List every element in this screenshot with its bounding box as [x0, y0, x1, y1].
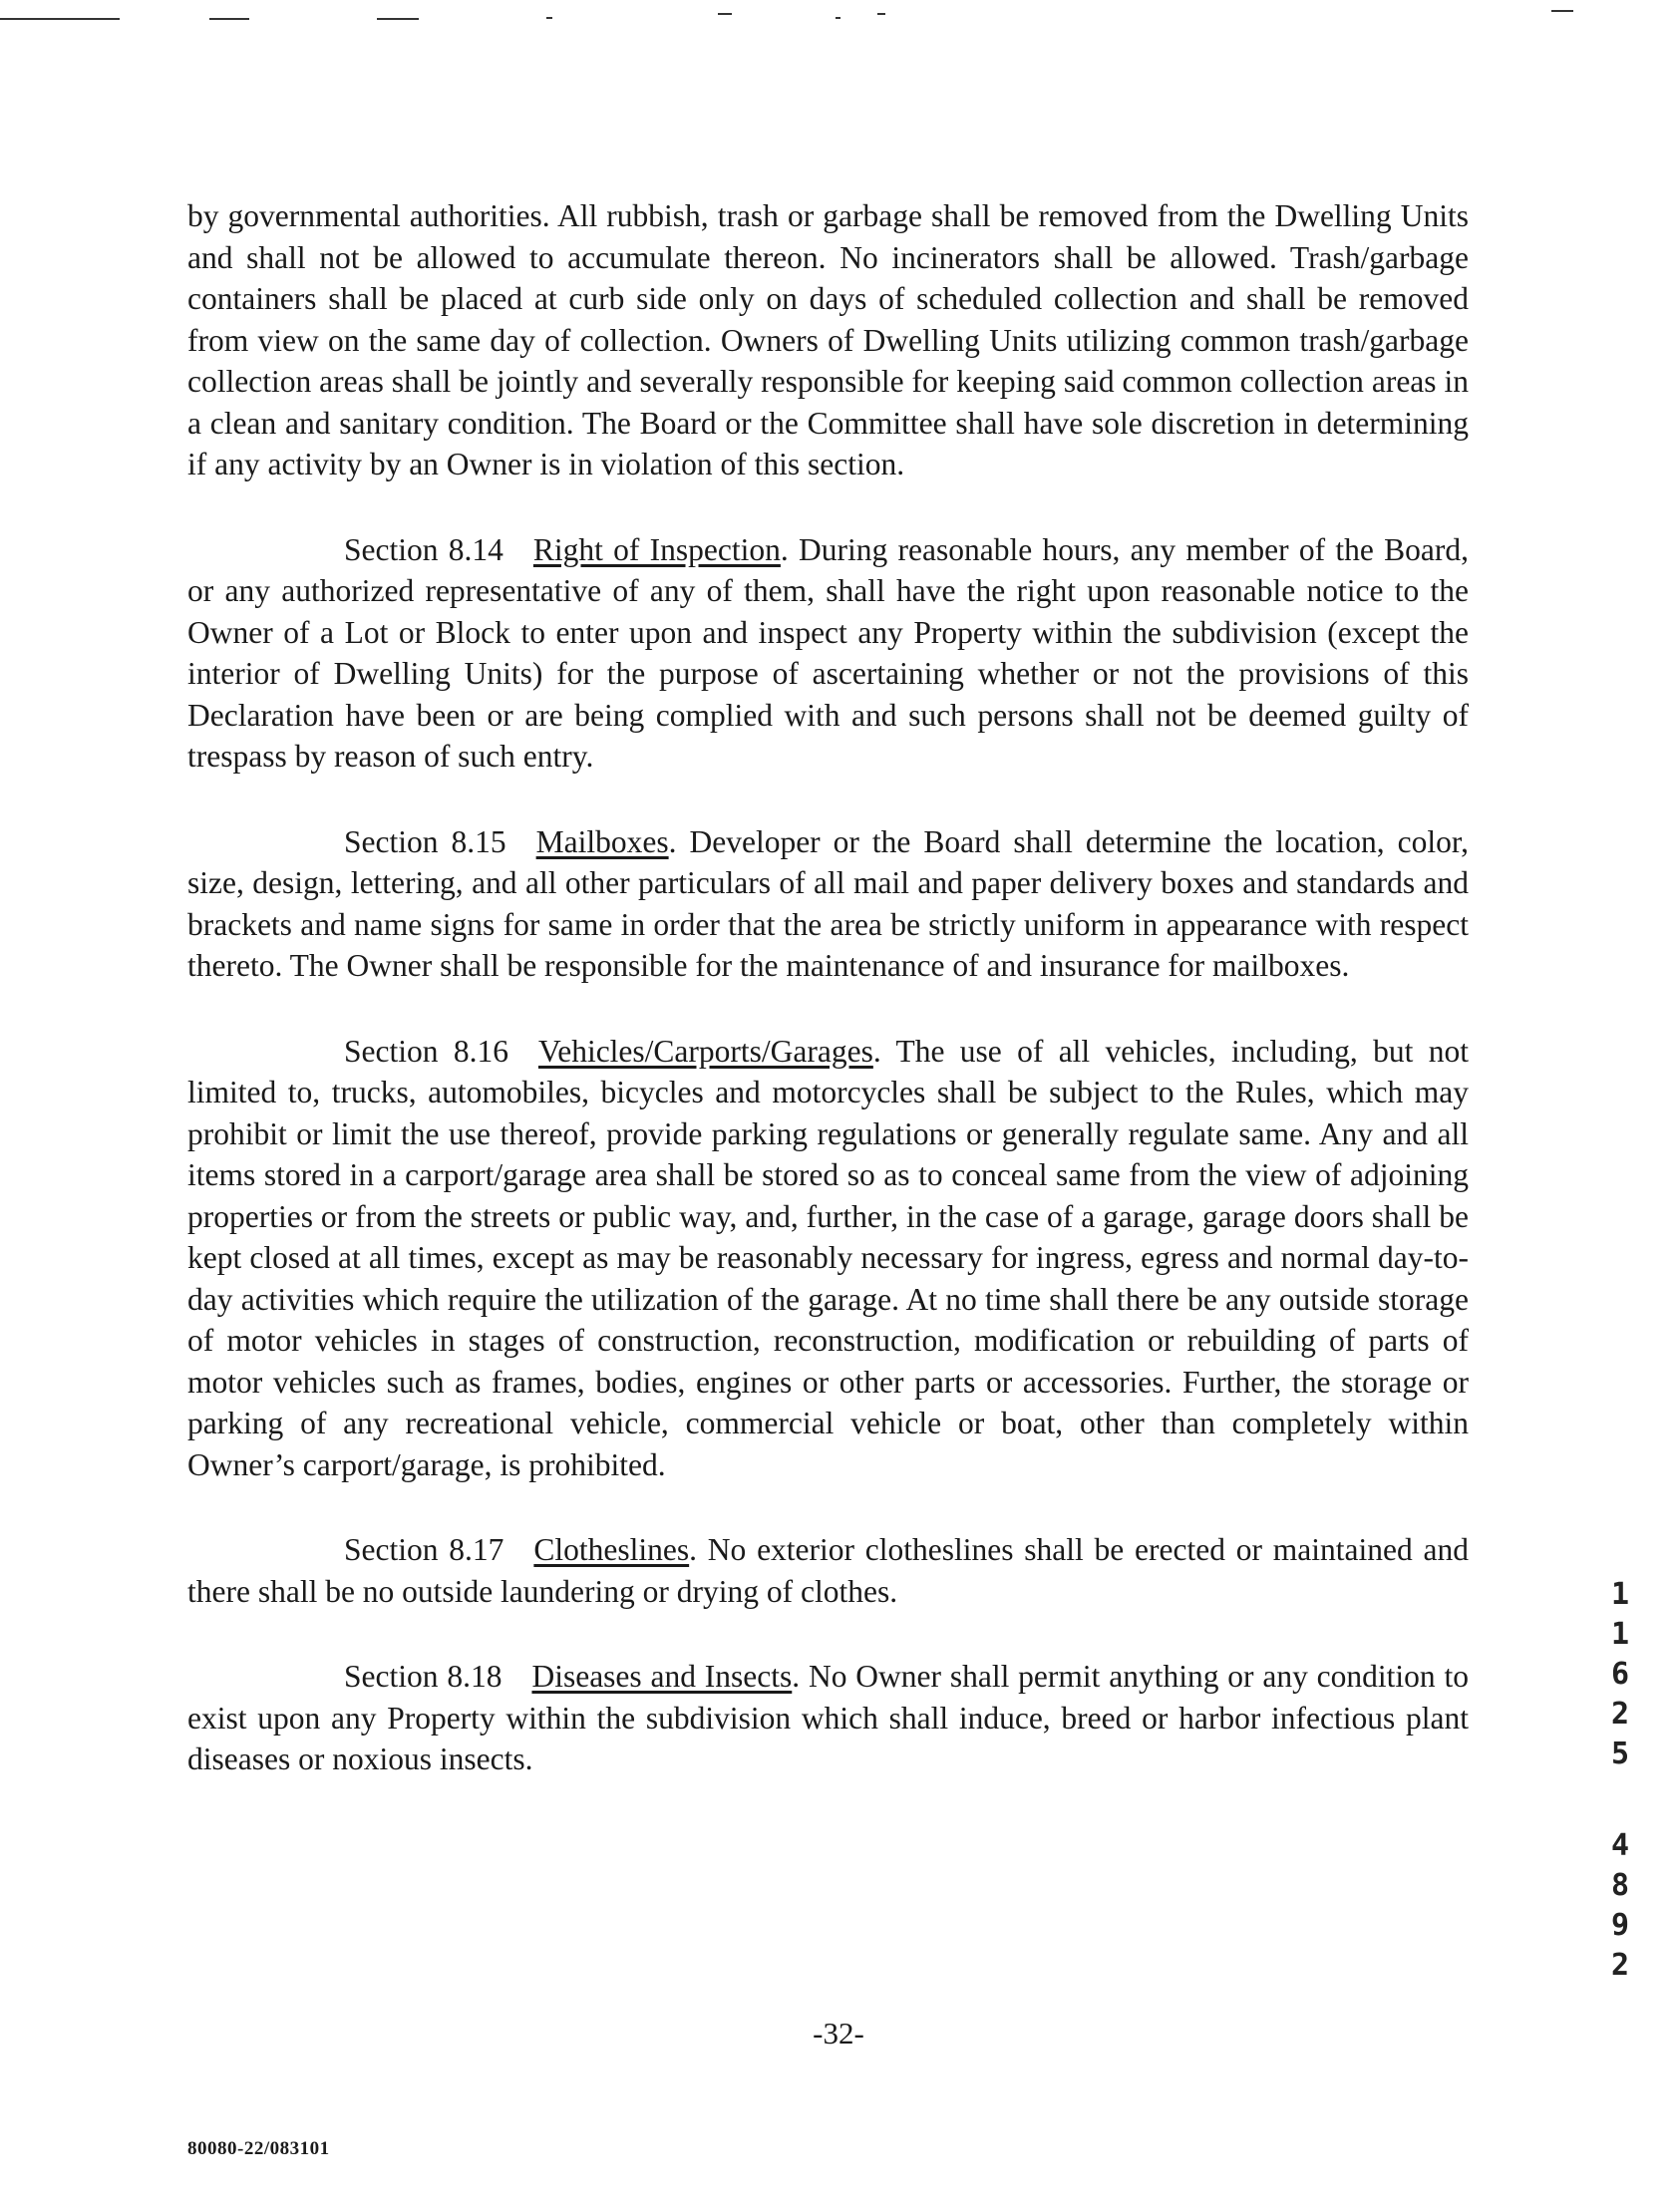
- section-number: Section 8.17: [344, 1532, 504, 1567]
- section-8-18: [187, 1656, 1469, 1780]
- section-8-14: [187, 529, 1469, 778]
- section-8-16: [187, 1031, 1469, 1486]
- section-8-17: [187, 1529, 1469, 1612]
- stamp-digit: 2: [1610, 1948, 1630, 1983]
- stamp-digit: 1: [1610, 1577, 1630, 1612]
- paragraph-8-13-continuation: by governmental authorities. All rubbish, trash or garbage shall be removed from the Dwelling Units and shall not be allowed to accumulate thereon. No incinerators shall be allowed. Trash/garbage containers shall be placed at curb side only on days of scheduled collection and shall be removed from view on the same day of collection. Owners of Dwelling Units utilizing common trash/garbage collection areas shall be jointly and severally responsible for keeping said common collection areas in a clean and sanitary condition. The Board or the Committee shall have sole discretion in determining if any activity by an Owner is in violation of this section.: [187, 198, 1469, 481]
- stamp-digit: 8: [1610, 1868, 1630, 1903]
- stamp-digit: 6: [1610, 1657, 1630, 1692]
- page-number: -32-: [813, 2016, 864, 2051]
- section-number: Section 8.15: [344, 823, 506, 859]
- stamp-digit: 9: [1610, 1908, 1630, 1943]
- section-title: Right of Inspection: [532, 531, 781, 567]
- section-text: . No Owner shall permit anything or any condition to exist upon any Property within the subdivision which shall induce, breed or harbor infectious plant diseases or noxious insects.: [187, 1659, 1469, 1776]
- stamp-digit: 4: [1610, 1828, 1630, 1863]
- section-title: Mailboxes: [535, 823, 669, 859]
- section-number: Section 8.16: [344, 1033, 508, 1069]
- margin-stamp: [1599, 1575, 1641, 1986]
- section-8-15: [187, 821, 1469, 987]
- stamp-digit: 2: [1610, 1697, 1630, 1732]
- stamp-digit: 1: [1610, 1617, 1630, 1652]
- section-text: . During reasonable hours, any member of the Board, or any authorized representative of any of them, shall have the right upon reasonable notice to the Owner of a Lot or Block to enter upon and inspect any Property within the subdivision (except the interior of Dwelling Units) for the purpose of ascertaining whether or not the provisions of this Declaration have been or are being complied with and such persons shall not be deemed guilty of trespass by reason of such entry.: [187, 531, 1469, 774]
- stamp-digit: 5: [1610, 1737, 1630, 1771]
- section-number: Section 8.14: [344, 531, 503, 567]
- section-text: . The use of all vehicles, including, but not limited to, trucks, automobiles, bicycles and motorcycles shall be subject to the Rules, which may prohibit or limit the use thereof, provide parking regulations or generally regulate same. Any and all items stored in a carport/garage area shall be stored so as to conceal same from the view of adjoining properties or from the streets or public way, and, further, in the case of a garage, garage doors shall be kept closed at all times, except as may be reasonably necessary for ingress, egress and normal day-to-day activities which require the utilization of the garage. At no time shall there be any outside storage of motor vehicles in stages of construction, reconstruction, modification or rebuilding of parts of motor vehicles such as frames, bodies, engines or other parts or accessories. Further, the storage or parking of any recreational vehicle, commercial vehicle or boat, other than completely within Owner’s carport/garage, is prohibited.: [187, 1033, 1469, 1482]
- document-body: [187, 195, 1469, 1780]
- section-title: Clotheslines: [533, 1532, 690, 1567]
- document-code: 80080-22/083101: [187, 2138, 330, 2159]
- section-text: . Developer or the Board shall determine the location, color, size, design, lettering, and all other particulars of all mail and paper delivery boxes and standards and brackets and name signs for same in order that the area be strictly uniform in appearance with respect thereto. The Owner shall be responsible for the maintenance of and insurance for mailboxes.: [187, 823, 1469, 983]
- section-text: . No exterior clotheslines shall be erected or maintained and there shall be no outside laundering or drying of clothes.: [187, 1532, 1469, 1609]
- stamp-gap: [1599, 1774, 1641, 1826]
- section-title: Vehicles/Carports/Garages: [537, 1033, 873, 1069]
- section-number: Section 8.18: [344, 1659, 503, 1694]
- section-title: Diseases and Insects: [531, 1659, 793, 1694]
- scan-artifacts: [0, 0, 1677, 40]
